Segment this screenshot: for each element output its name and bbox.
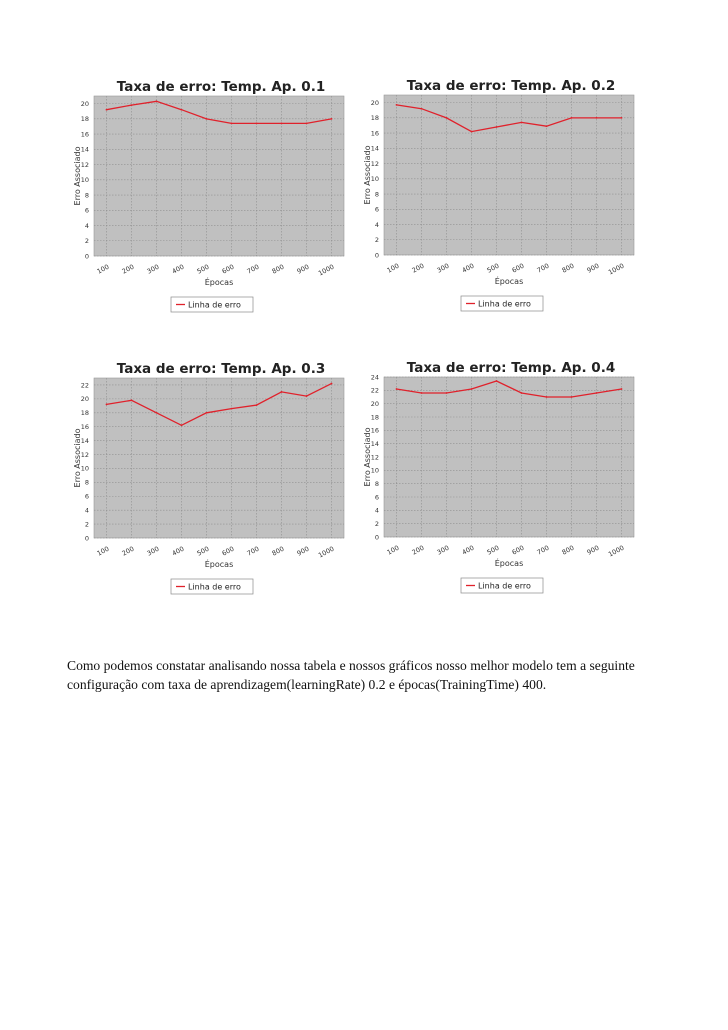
x-tick-label: 500 [485,261,501,275]
x-tick-label: 300 [435,261,451,275]
y-axis-label: Erro Associado [73,146,82,206]
data-point [131,104,133,106]
x-tick-label: 400 [170,544,186,558]
x-tick-label: 600 [220,544,236,558]
data-point [521,122,523,124]
x-tick-label: 300 [145,262,161,276]
data-point [306,123,308,125]
y-tick-label: 12 [80,450,89,459]
data-point [181,109,183,111]
x-tick-label: 600 [510,543,526,557]
x-tick-label: 800 [270,262,286,276]
data-point [621,388,623,390]
y-tick-label: 20 [80,395,89,404]
x-axis-label: Épocas [494,559,524,568]
chart-temp-ap-0-3 [70,357,360,607]
y-tick-label: 20 [370,399,379,408]
y-tick-label: 20 [370,98,379,107]
data-point [106,109,108,111]
data-point [621,117,623,119]
x-tick-label: 600 [510,261,526,275]
x-tick-label: 1000 [607,261,626,277]
y-tick-label: 4 [374,220,379,229]
data-point [396,104,398,106]
x-tick-label: 1000 [317,262,336,278]
y-tick-label: 18 [370,413,379,422]
y-tick-label: 14 [370,439,379,448]
legend-label: Linha de erro [478,299,531,309]
data-point [131,399,133,401]
y-tick-label: 10 [370,466,379,475]
data-point [471,131,473,133]
legend-label: Linha de erro [188,300,241,310]
x-tick-label: 800 [560,543,576,557]
y-tick-label: 0 [374,251,379,260]
chart-title: Taxa de erro: Temp. Ap. 0.1 [116,79,326,95]
x-tick-label: 500 [485,543,501,557]
y-tick-label: 2 [84,237,89,246]
y-tick-label: 8 [84,191,89,200]
x-tick-label: 300 [435,543,451,557]
y-tick-label: 0 [84,534,89,543]
data-point [546,125,548,127]
x-tick-label: 700 [245,544,261,558]
data-point [496,126,498,128]
x-tick-label: 900 [585,261,601,275]
y-tick-label: 0 [84,252,89,261]
y-tick-label: 16 [80,422,89,431]
chart-svg [70,357,360,607]
y-tick-label: 12 [370,453,379,462]
y-tick-label: 4 [374,506,379,515]
y-tick-label: 2 [374,519,379,528]
x-axis-label: Épocas [204,278,234,287]
data-point [231,123,233,125]
y-tick-label: 2 [84,520,89,529]
x-tick-label: 700 [245,262,261,276]
x-tick-label: 800 [560,261,576,275]
x-tick-label: 900 [295,544,311,558]
chart-temp-ap-0-4 [360,356,650,606]
x-tick-label: 100 [95,262,111,276]
data-point [421,108,423,110]
data-point [156,100,158,102]
y-tick-label: 10 [370,175,379,184]
y-tick-label: 4 [84,506,89,515]
data-point [256,404,258,406]
data-point [496,380,498,382]
chart-temp-ap-0-2 [360,74,650,324]
x-tick-label: 1000 [317,544,336,560]
data-point [571,396,573,398]
x-tick-label: 1000 [607,543,626,559]
chart-temp-ap-0-1 [70,75,360,325]
y-tick-label: 6 [374,493,379,502]
y-tick-label: 14 [370,144,379,153]
data-point [156,412,158,414]
y-tick-label: 6 [84,492,89,501]
x-tick-label: 200 [120,544,136,558]
data-point [396,388,398,390]
x-tick-label: 600 [220,262,236,276]
y-tick-label: 24 [370,373,379,382]
x-tick-label: 200 [410,261,426,275]
x-tick-label: 100 [95,544,111,558]
y-tick-label: 20 [80,99,89,108]
y-axis-label: Erro Associado [363,427,372,487]
legend-label: Linha de erro [478,581,531,591]
data-point [106,404,108,406]
x-tick-label: 100 [385,543,401,557]
legend-label: Linha de erro [188,582,241,592]
x-tick-label: 400 [170,262,186,276]
x-tick-label: 500 [195,262,211,276]
y-tick-label: 14 [80,436,89,445]
data-point [206,118,208,120]
y-tick-label: 18 [370,114,379,123]
data-point [256,123,258,125]
y-tick-label: 16 [80,130,89,139]
y-tick-label: 22 [80,381,89,390]
chart-title: Taxa de erro: Temp. Ap. 0.2 [406,78,616,94]
x-axis-label: Épocas [204,560,234,569]
data-point [281,123,283,125]
y-tick-label: 0 [374,533,379,542]
data-point [446,117,448,119]
data-point [281,391,283,393]
data-point [446,392,448,394]
data-point [571,117,573,119]
x-tick-label: 500 [195,544,211,558]
data-point [521,392,523,394]
y-tick-label: 10 [80,464,89,473]
y-axis-label: Erro Associado [363,145,372,205]
x-tick-label: 900 [295,262,311,276]
chart-svg [70,75,360,325]
y-tick-label: 16 [370,129,379,138]
data-point [421,392,423,394]
chart-title: Taxa de erro: Temp. Ap. 0.4 [406,360,616,376]
data-point [546,396,548,398]
x-tick-label: 100 [385,261,401,275]
y-tick-label: 6 [374,205,379,214]
chart-title: Taxa de erro: Temp. Ap. 0.3 [116,361,326,377]
y-tick-label: 8 [374,190,379,199]
y-tick-label: 2 [374,236,379,245]
x-tick-label: 700 [535,543,551,557]
x-tick-label: 700 [535,261,551,275]
x-tick-label: 800 [270,544,286,558]
y-tick-label: 18 [80,115,89,124]
data-point [331,383,333,385]
y-tick-label: 6 [84,206,89,215]
data-point [206,412,208,414]
y-tick-label: 8 [84,478,89,487]
data-point [331,118,333,120]
y-tick-label: 4 [84,221,89,230]
conclusion-paragraph: Como podemos constatar analisando nossa tabela e nossos gráficos nosso melhor modelo tem a seguinte configuração com taxa de aprendizagem(learningRate) 0.2 e épocas(TrainingTime) 400. [67,658,635,692]
x-tick-label: 900 [585,543,601,557]
x-tick-label: 400 [460,261,476,275]
x-tick-label: 300 [145,544,161,558]
y-tick-label: 14 [80,145,89,154]
y-axis-label: Erro Associado [73,428,82,488]
y-tick-label: 16 [370,426,379,435]
x-tick-label: 200 [120,262,136,276]
y-tick-label: 12 [80,160,89,169]
x-axis-label: Épocas [494,277,524,286]
y-tick-label: 22 [370,386,379,395]
data-point [596,117,598,119]
data-point [306,395,308,397]
data-point [471,388,473,390]
data-point [181,424,183,426]
y-tick-label: 10 [80,176,89,185]
data-point [596,392,598,394]
y-tick-label: 12 [370,159,379,168]
chart-svg [360,356,650,606]
x-tick-label: 200 [410,543,426,557]
y-tick-label: 8 [374,479,379,488]
y-tick-label: 18 [80,409,89,418]
data-point [231,408,233,410]
chart-svg [360,74,650,324]
x-tick-label: 400 [460,543,476,557]
